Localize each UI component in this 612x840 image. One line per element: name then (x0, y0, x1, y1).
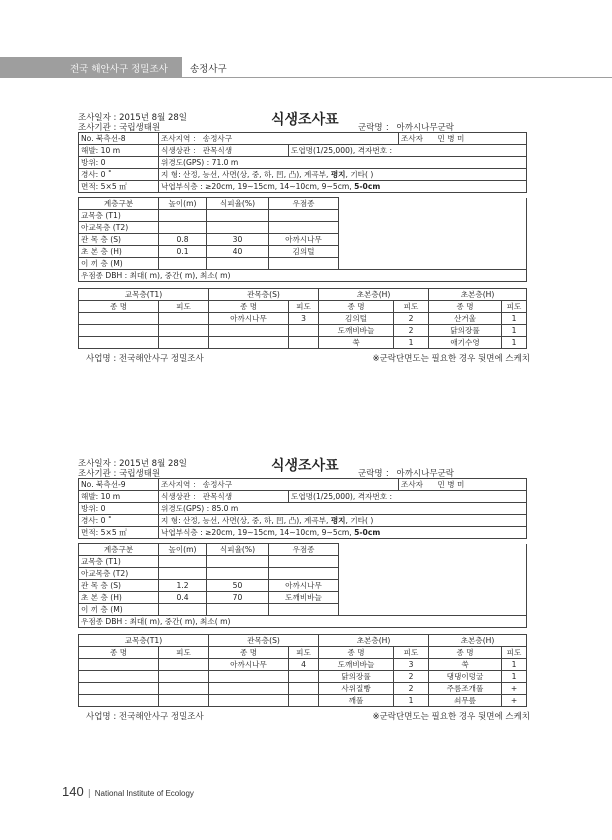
height-header: 높이(m) (159, 544, 207, 556)
shrub-species: 아까시나무 (209, 659, 289, 671)
plot-number: No. 북측선-8 (79, 133, 159, 145)
herb-dominant: 도깨비바늘 (269, 592, 339, 604)
sketch-note: ※군락단면도는 필요한 경우 뒷면에 스케치 (372, 712, 530, 722)
slope: 경사: 0 ˚ (79, 169, 159, 181)
table-row (79, 659, 527, 671)
herb-species: 사위질빵 (319, 683, 394, 695)
herb-species: 쇠무릎 (429, 695, 502, 707)
herb-species: 산거울 (429, 313, 502, 325)
species-header: 종 명 (429, 301, 502, 313)
empty-cell (159, 671, 209, 683)
shrub-height: 1.2 (159, 580, 207, 592)
tree-layer-label: 교목층 (T1) (79, 556, 159, 568)
herb-layer-header-2: 초본층(H) (429, 635, 527, 647)
table-row (79, 325, 527, 337)
herb-density: 2 (394, 313, 429, 325)
shrub-species (209, 337, 289, 349)
shrub-layer-header: 관목층(S) (209, 635, 319, 647)
herb-species: 댕댕이덩굴 (429, 671, 502, 683)
page-footer (62, 781, 194, 800)
species-header: 종 명 (319, 301, 394, 313)
sketch-note: ※군락단면도는 필요한 경우 뒷면에 스케치 (372, 354, 530, 364)
elevation: 해발: 10 m (79, 145, 159, 157)
litter-selected: 5-0cm (354, 528, 381, 537)
table-row (79, 695, 527, 707)
terrain-other: , 기타( ) (345, 170, 374, 179)
herb-density: 1 (394, 337, 429, 349)
species-header: 종 명 (209, 301, 289, 313)
herb-density: 1 (502, 671, 527, 683)
density-header: 피도 (394, 301, 429, 313)
community-name: 군락명 ： 아까시나무군락 (358, 469, 455, 479)
herb-cover: 40 (207, 246, 269, 258)
layer-table (78, 543, 527, 628)
aspect: 방위: 0 (79, 157, 159, 169)
surveyor-label: 조사자 (401, 134, 424, 143)
layer-table (78, 197, 527, 282)
footer-separator: | (87, 789, 91, 799)
density-header: 피도 (159, 647, 209, 659)
aspect: 방위: 0 (79, 503, 159, 515)
cover-header: 식피율(%) (207, 198, 269, 210)
dominant-header: 우점종 (269, 198, 339, 210)
layer-header: 계층구분 (79, 198, 159, 210)
density-header: 피도 (502, 301, 527, 313)
dominant-header: 우점종 (269, 544, 339, 556)
shrub-dominant: 아까시나무 (269, 234, 339, 246)
herb-height: 0.1 (159, 246, 207, 258)
shrub-density: 4 (289, 659, 319, 671)
gps-cell (159, 503, 527, 515)
header-site-name: 송정사구 (190, 64, 227, 75)
cover-header: 식피율(%) (207, 544, 269, 556)
shrub-density (289, 337, 319, 349)
header-rule (182, 77, 612, 78)
herb-density: 1 (502, 337, 527, 349)
species-table (78, 634, 527, 707)
layer-header: 계층구분 (79, 544, 159, 556)
gps-label: 위경도(GPS) : (161, 504, 212, 513)
herb-density: 2 (394, 683, 429, 695)
community-name: 군락명 ： 아까시나무군락 (358, 123, 455, 133)
plot-number: No. 북측선-9 (79, 479, 159, 491)
herb-layer-header-2: 초본층(H) (429, 289, 527, 301)
surveyor-value: 민 병 미 (437, 134, 465, 143)
terrain (159, 515, 527, 527)
running-header (0, 57, 612, 78)
survey-area: 조사지역 ： 송정사구 (159, 479, 399, 491)
terrain-selected: 평지 (330, 516, 346, 525)
elevation: 해발: 10 m (79, 491, 159, 503)
survey-date: 조사일자 : 2015년 8월 28일 (78, 113, 188, 123)
map-sheet: 도엽명(1/25,000), 격자번호 : (289, 145, 527, 157)
empty-cell (159, 695, 209, 707)
herb-layer-label: 초 본 층 (H) (79, 592, 159, 604)
empty-cell (79, 659, 159, 671)
empty-cell (159, 337, 209, 349)
herb-species: 도깨비바늘 (319, 659, 394, 671)
sheet-title: 식생조사표 (271, 112, 339, 128)
empty-cell (79, 325, 159, 337)
shrub-species (209, 683, 289, 695)
empty-cell (159, 683, 209, 695)
blank-area (339, 544, 527, 616)
shrub-layer-label: 관 목 층 (S) (79, 580, 159, 592)
survey-info-table (78, 478, 527, 539)
herb-species: 주름조개풀 (429, 683, 502, 695)
shrub-species (209, 671, 289, 683)
shrub-height: 0.8 (159, 234, 207, 246)
herb-species: 쑥 (429, 659, 502, 671)
plot-area: 면적: 5×5 ㎡ (79, 527, 159, 539)
litter-options: 낙엽부식층 : ≥20cm, 19~15cm, 14~10cm, 9~5cm, (161, 182, 355, 191)
herb-species: 쑥 (319, 337, 394, 349)
gps-value: 85.0 m (211, 504, 239, 513)
gps-value: 71.0 m (211, 158, 239, 167)
herb-layer-header: 초본층(H) (319, 635, 429, 647)
page-number: 140 (62, 784, 84, 799)
herb-density: 1 (502, 325, 527, 337)
herb-density: 1 (394, 695, 429, 707)
litter-layer (159, 181, 527, 193)
herb-species: 도깨비바늘 (319, 325, 394, 337)
moss-layer-label: 이 끼 층 (M) (79, 258, 159, 270)
slope: 경사: 0 ˚ (79, 515, 159, 527)
dbh-row: 우점종 DBH : 최대( m), 중간( m), 최소( m) (79, 616, 527, 628)
species-table (78, 288, 527, 349)
gps-cell (159, 157, 527, 169)
tree-layer-header: 교목층(T1) (79, 635, 209, 647)
empty-cell (79, 313, 159, 325)
survey-agency: 조사기관 : 국립생태원 (78, 123, 161, 133)
map-sheet: 도엽명(1/25,000), 격자번호 : (289, 491, 527, 503)
survey-info-table (78, 132, 527, 193)
herb-density: + (502, 683, 527, 695)
density-header: 피도 (502, 647, 527, 659)
moss-layer-label: 이 끼 층 (M) (79, 604, 159, 616)
terrain-options: 지 형: 산정, 능선, 사면(상, 중, 하, 凹, 凸), 계곡부, (161, 516, 331, 525)
table-row (79, 337, 527, 349)
species-header: 종 명 (429, 647, 502, 659)
herb-species: 깨풀 (319, 695, 394, 707)
terrain-options: 지 형: 산정, 능선, 사면(상, 중, 하, 凹, 凸), 계곡부, (161, 170, 331, 179)
height-header: 높이(m) (159, 198, 207, 210)
terrain-selected: 평지 (330, 170, 346, 179)
herb-species: 닭의장풀 (319, 671, 394, 683)
herb-density: 1 (502, 659, 527, 671)
herb-dominant: 김의털 (269, 246, 339, 258)
density-header: 피도 (394, 647, 429, 659)
herb-species: 닭의장풀 (429, 325, 502, 337)
business-name: 사업명 : 전국해안사구 정밀조사 (86, 354, 204, 364)
empty-cell (79, 695, 159, 707)
shrub-species (209, 325, 289, 337)
herb-layer-header: 초본층(H) (319, 289, 429, 301)
empty-cell (79, 683, 159, 695)
shrub-species: 아까시나무 (209, 313, 289, 325)
shrub-density (289, 695, 319, 707)
survey-date: 조사일자 : 2015년 8월 28일 (78, 459, 188, 469)
subtree-layer-label: 아교목층 (T2) (79, 568, 159, 580)
species-header: 종 명 (209, 647, 289, 659)
tree-layer-header: 교목층(T1) (79, 289, 209, 301)
vegetation-type: 식생상관 ： 관목식생 (159, 491, 289, 503)
herb-density: 3 (394, 659, 429, 671)
density-header: 피도 (289, 301, 319, 313)
subtree-layer-label: 아교목층 (T2) (79, 222, 159, 234)
vegetation-type: 식생상관 ： 관목식생 (159, 145, 289, 157)
blank-area (339, 198, 527, 270)
surveyor-label: 조사자 (401, 480, 424, 489)
herb-density: + (502, 695, 527, 707)
herb-species: 김의털 (319, 313, 394, 325)
shrub-density (289, 325, 319, 337)
herb-density: 1 (502, 313, 527, 325)
table-row (79, 671, 527, 683)
shrub-density (289, 671, 319, 683)
business-name: 사업명 : 전국해안사구 정밀조사 (86, 712, 204, 722)
shrub-density (289, 683, 319, 695)
empty-cell (159, 659, 209, 671)
shrub-cover: 30 (207, 234, 269, 246)
dbh-row: 우점종 DBH : 최대( m), 중간( m), 최소( m) (79, 270, 527, 282)
plot-area: 면적: 5×5 ㎡ (79, 181, 159, 193)
surveyor-value: 민 병 미 (437, 480, 465, 489)
table-row (79, 313, 527, 325)
herb-cover: 70 (207, 592, 269, 604)
litter-selected: 5-0cm (354, 182, 381, 191)
shrub-density: 3 (289, 313, 319, 325)
herb-density: 2 (394, 671, 429, 683)
surveyor-cell (399, 133, 527, 145)
shrub-cover: 50 (207, 580, 269, 592)
density-header: 피도 (289, 647, 319, 659)
species-header: 종 명 (79, 301, 159, 313)
survey-agency: 조사기관 : 국립생태원 (78, 469, 161, 479)
litter-options: 낙엽부식층 : ≥20cm, 19~15cm, 14~10cm, 9~5cm, (161, 528, 355, 537)
terrain-other: , 기타( ) (345, 516, 374, 525)
shrub-layer-header: 관목층(S) (209, 289, 319, 301)
header-section-title: 전국 해안사구 정밀조사 (70, 64, 168, 75)
tree-layer-label: 교목층 (T1) (79, 210, 159, 222)
empty-cell (79, 671, 159, 683)
herb-layer-label: 초 본 층 (H) (79, 246, 159, 258)
footer-organization: National Institute of Ecology (94, 789, 194, 798)
survey-area: 조사지역 ： 송정사구 (159, 133, 399, 145)
species-header: 종 명 (79, 647, 159, 659)
gps-label: 위경도(GPS) : (161, 158, 212, 167)
herb-height: 0.4 (159, 592, 207, 604)
litter-layer (159, 527, 527, 539)
terrain (159, 169, 527, 181)
species-header: 종 명 (319, 647, 394, 659)
sheet-title: 식생조사표 (271, 458, 339, 474)
herb-density: 2 (394, 325, 429, 337)
density-header: 피도 (159, 301, 209, 313)
table-row (79, 683, 527, 695)
shrub-layer-label: 관 목 층 (S) (79, 234, 159, 246)
shrub-species (209, 695, 289, 707)
herb-species: 애기수영 (429, 337, 502, 349)
empty-cell (159, 313, 209, 325)
empty-cell (79, 337, 159, 349)
surveyor-cell (399, 479, 527, 491)
empty-cell (159, 325, 209, 337)
shrub-dominant: 아까시나무 (269, 580, 339, 592)
